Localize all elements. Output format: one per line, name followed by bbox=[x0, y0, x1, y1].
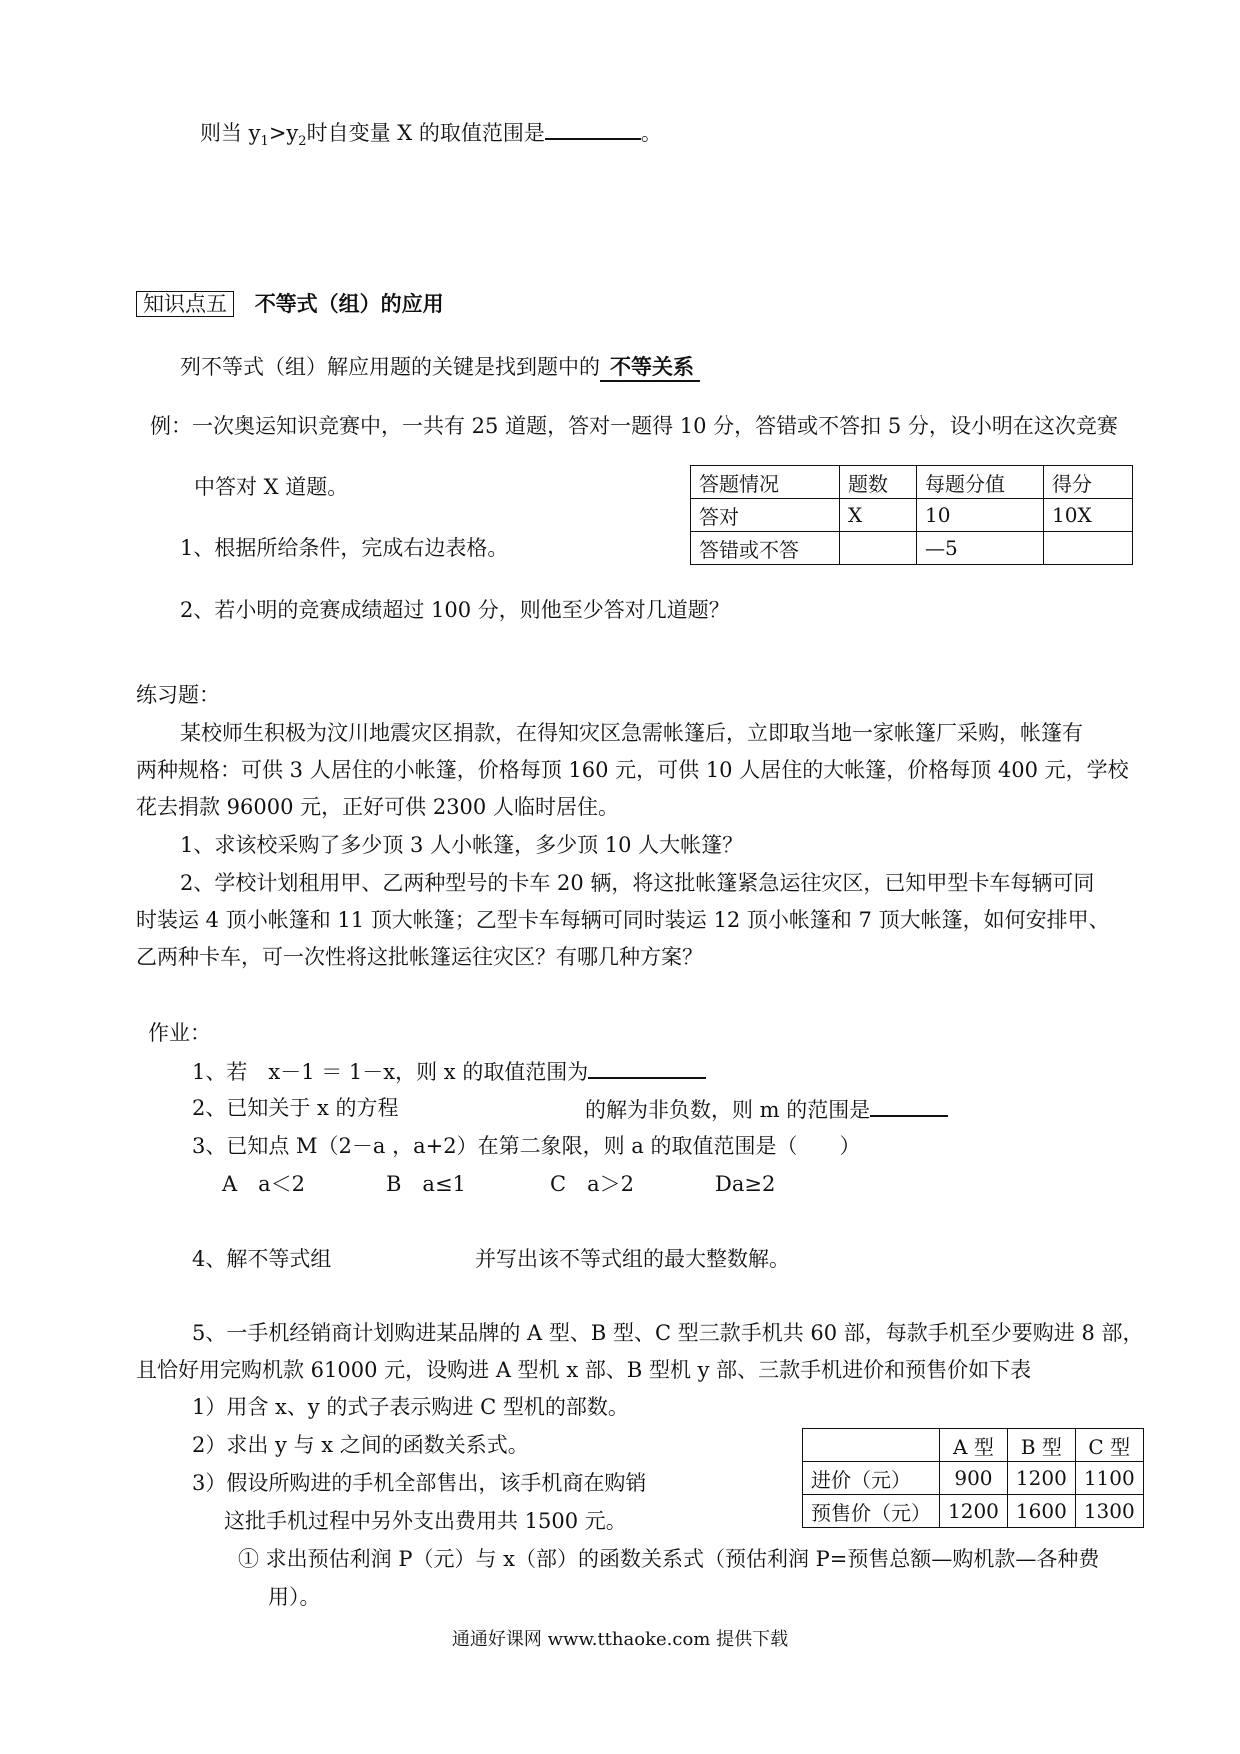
practice-para-3: 花去捐款 96000 元，正好可供 2300 人临时居住。 bbox=[136, 795, 619, 819]
homework-5-sub-3-c-2: 用）。 bbox=[268, 1585, 321, 1609]
answer-blank bbox=[588, 1055, 706, 1079]
homework-5-line-1: 5、一手机经销商计划购进某品牌的 A 型、B 型、C 型三款手机共 60 部，每款手机至少要购进 8 部， bbox=[192, 1321, 1144, 1345]
table-cell: A 型 bbox=[940, 1429, 1008, 1462]
example-line-2: 中答对 X 道题。 bbox=[194, 475, 349, 499]
homework-1 bbox=[192, 1055, 706, 1087]
example-q1: 1、根据所给条件，完成右边表格。 bbox=[180, 536, 509, 560]
top-line-gt: >y bbox=[268, 121, 299, 145]
top-line-suffix: 时自变量 X 的取值范围是 bbox=[306, 121, 545, 145]
homework-2-rest bbox=[585, 1093, 948, 1125]
table-cell bbox=[840, 532, 917, 565]
homework-3: 3、已知点 M（2－a ，a+2）在第二象限，则 a 的取值范围是（ ） bbox=[192, 1134, 861, 1158]
homework-5-sub-2: 2）求出 y 与 x 之间的函数关系式。 bbox=[192, 1433, 529, 1457]
answer-blank bbox=[545, 116, 641, 140]
top-line-prefix: 则当 y bbox=[200, 121, 261, 145]
example-q2: 2、若小明的竞赛成绩超过 100 分，则他至少答对几道题？ bbox=[180, 598, 730, 622]
practice-para-2: 两种规格：可供 3 人居住的小帐篷，价格每顶 160 元，可供 10 人居住的大帐篷，价格每顶 400 元，学校 bbox=[136, 758, 1129, 782]
homework-2-text-b: 的解为非负数，则 m 的范围是 bbox=[585, 1098, 871, 1122]
phone-price-table bbox=[802, 1428, 1144, 1528]
table-cell: 预售价（元） bbox=[803, 1495, 940, 1528]
homework-3-option-c: C a＞2 bbox=[550, 1172, 634, 1196]
intro-text: 列不等式（组）解应用题的关键是找到题中的 bbox=[180, 355, 600, 379]
practice-q2-line-2: 时装运 4 顶小帐篷和 11 顶大帐篷；乙型卡车每辆可同时装运 12 顶小帐篷和 7 顶大帐篷，如何安排甲、 bbox=[136, 908, 1110, 932]
table-cell: C 型 bbox=[1075, 1429, 1143, 1462]
table-cell: 1100 bbox=[1075, 1462, 1143, 1495]
table-cell: 每题分值 bbox=[917, 466, 1044, 499]
table-cell: 1600 bbox=[1007, 1495, 1075, 1528]
homework-4-b: 并写出该不等式组的最大整数解。 bbox=[475, 1247, 790, 1271]
table-cell bbox=[1044, 532, 1133, 565]
table-cell: X bbox=[840, 499, 917, 532]
subscript-1: 1 bbox=[260, 134, 269, 150]
table-row bbox=[803, 1495, 1144, 1528]
table-row bbox=[803, 1462, 1144, 1495]
table-row bbox=[691, 466, 1133, 499]
homework-3-option-d: Da≥2 bbox=[715, 1172, 776, 1196]
table-cell: 10X bbox=[1044, 499, 1133, 532]
homework-2-text-a: 2、已知关于 x 的方程 bbox=[192, 1096, 399, 1120]
practice-para-1: 某校师生积极为汶川地震灾区捐款，在得知灾区急需帐篷后，立即取当地一家帐篷厂采购，帐篷有 bbox=[180, 721, 1083, 745]
homework-1-text: 1、若 x－1 ＝ 1－x，则 x 的取值范围为 bbox=[192, 1060, 589, 1084]
practice-q2-line-3: 乙两种卡车，可一次性将这批帐篷运往灾区？有哪几种方案？ bbox=[136, 945, 703, 969]
answer-blank bbox=[870, 1093, 948, 1117]
homework-title: 作业： bbox=[148, 1021, 211, 1045]
table-cell: 题数 bbox=[840, 466, 917, 499]
table-cell: 900 bbox=[940, 1462, 1008, 1495]
homework-3-option-a: A a＜2 bbox=[222, 1172, 306, 1196]
table-row bbox=[691, 499, 1133, 532]
intro-line bbox=[180, 352, 700, 382]
homework-5-line-2: 且恰好用完购机款 61000 元，设购进 A 型机 x 部、B 型机 y 部、三款手机进价和预售价如下表 bbox=[136, 1358, 1032, 1382]
homework-5-sub-1: 1）用含 x、y 的式子表示购进 C 型机的部数。 bbox=[192, 1395, 629, 1419]
table-cell: 1200 bbox=[1007, 1462, 1075, 1495]
practice-q2-line-1: 2、学校计划租用甲、乙两种型号的卡车 20 辆，将这批帐篷紧急运往灾区，已知甲型卡车每辆可同 bbox=[180, 871, 1095, 895]
table-cell: 10 bbox=[917, 499, 1044, 532]
table-cell: 进价（元） bbox=[803, 1462, 940, 1495]
homework-3-option-b: B a≤1 bbox=[386, 1172, 466, 1196]
table-cell: B 型 bbox=[1007, 1429, 1075, 1462]
top-line-end: 。 bbox=[640, 121, 662, 145]
homework-5-sub-3-c-1: ① 求出预估利润 P（元）与 x（部）的函数关系式（预估利润 P=预售总额—购机款—各种费 bbox=[238, 1547, 1100, 1571]
subscript-2: 2 bbox=[298, 134, 307, 150]
table-cell: —5 bbox=[917, 532, 1044, 565]
table-cell: 得分 bbox=[1044, 466, 1133, 499]
homework-2 bbox=[192, 1093, 399, 1123]
intro-key: 不等关系 bbox=[600, 355, 700, 382]
practice-title: 练习题： bbox=[136, 683, 220, 707]
practice-q1: 1、求该校采购了多少顶 3 人小帐篷，多少顶 10 人大帐篷？ bbox=[180, 833, 744, 857]
table-row bbox=[691, 532, 1133, 565]
table-cell: 1300 bbox=[1075, 1495, 1143, 1528]
table-cell: 答对 bbox=[691, 499, 840, 532]
section-title: 不等式（组）的应用 bbox=[254, 292, 444, 316]
answer-table bbox=[690, 465, 1133, 565]
homework-4-a: 4、解不等式组 bbox=[192, 1247, 332, 1271]
table-cell: 答错或不答 bbox=[691, 532, 840, 565]
homework-5-sub-3-b: 这批手机过程中另外支出费用共 1500 元。 bbox=[224, 1509, 627, 1533]
top-question-line bbox=[200, 116, 662, 157]
table-cell: 1200 bbox=[940, 1495, 1008, 1528]
example-line-1: 例：一次奥运知识竞赛中，一共有 25 道题，答对一题得 10 分，答错或不答扣 5 分，设小明在这次竞赛 bbox=[150, 414, 1118, 438]
page-footer: 通通好课网 www.tthaoke.com 提供下载 bbox=[451, 1629, 789, 1650]
table-cell: 答题情况 bbox=[691, 466, 840, 499]
table-cell bbox=[803, 1429, 940, 1462]
section-header bbox=[136, 289, 444, 319]
section-tag: 知识点五 bbox=[136, 291, 234, 317]
table-row bbox=[803, 1429, 1144, 1462]
homework-5-sub-3-a: 3）假设所购进的手机全部售出，该手机商在购销 bbox=[192, 1471, 647, 1495]
